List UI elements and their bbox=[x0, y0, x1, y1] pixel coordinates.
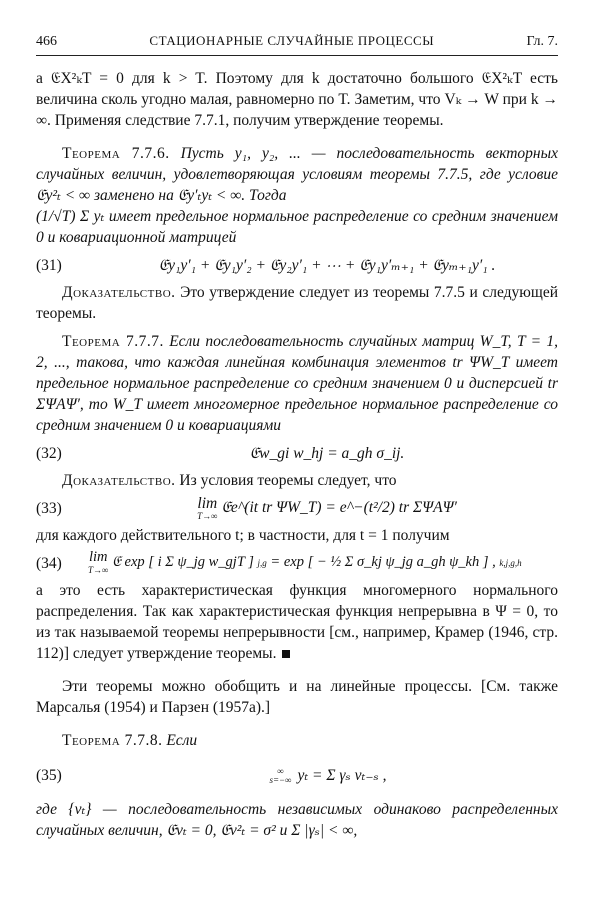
equation-33 bbox=[36, 491, 558, 525]
sum-operator bbox=[269, 767, 291, 785]
running-header bbox=[36, 30, 558, 56]
equation-34 bbox=[36, 546, 558, 580]
theorem-label: Теорема 7.7.7. bbox=[62, 333, 164, 350]
final-paragraph bbox=[36, 799, 558, 841]
theorem-label: Теорема 7.7.8. bbox=[62, 732, 163, 749]
equation-31 bbox=[36, 248, 558, 282]
lim-subscript: T→∞ bbox=[88, 565, 109, 576]
chapter-label: Гл. 7. bbox=[526, 34, 558, 49]
proof-text: Это утверждение следует из теоремы 7.7.5 и следующей теоремы. bbox=[36, 284, 558, 322]
paragraph-text: а это есть характеристическая функция многомерного нормального распределения. Так как характеристическая функция непрерывна в Ψ = 0, то из так называемой теоремы непрерывности [см., например, Крамер (1946, стр. 112)] следует утверждение теоремы. bbox=[36, 582, 558, 662]
theorem-text: Если bbox=[166, 732, 198, 749]
equation-number: (31) bbox=[36, 256, 62, 274]
paragraph-after-33: для каждого действительного t; в частности, для t = 1 получим bbox=[36, 527, 450, 544]
sum-lower-limit: s=−∞ bbox=[269, 774, 292, 785]
equation-number: (35) bbox=[36, 766, 62, 784]
equation-number: (32) bbox=[36, 444, 62, 462]
equation-35 bbox=[36, 751, 558, 799]
equation-number: (34) bbox=[36, 554, 62, 572]
proof-1 bbox=[36, 282, 558, 324]
theorem-text-cont: (1/√T) Σ yₜ имеет предельное нормальное распределение со средним значением 0 и ковариационной матрицей bbox=[36, 208, 558, 246]
theorem-text: Пусть y₁, y₂, ... — последовательность векторных случайных величин, удовлетворяющая условиям теоремы 7.7.5, где условие 𝔈y²ₜ < ∞ заменено на 𝔈y′ₜyₜ < ∞. Тогда bbox=[36, 145, 558, 204]
proof-2 bbox=[36, 470, 558, 491]
equation-body bbox=[96, 765, 558, 786]
theorem-7-7-6-cont bbox=[36, 206, 558, 248]
equation-number: (33) bbox=[36, 499, 62, 517]
lim-word: lim bbox=[197, 494, 218, 512]
qed-square-icon bbox=[282, 650, 290, 658]
limit-operator bbox=[197, 495, 217, 522]
equation-lhs: 𝔈 exp [ i Σ ψ_jg w_gjT ] bbox=[112, 554, 254, 571]
lhs-sum-index: j,g bbox=[257, 558, 267, 569]
equation-expr: yₜ = Σ γₛ vₜ₋ₛ , bbox=[297, 766, 387, 784]
lim-word: lim bbox=[88, 549, 108, 566]
page-number: 466 bbox=[36, 34, 57, 49]
proof-label: Доказательство. bbox=[62, 472, 176, 489]
theorem-7-7-7 bbox=[36, 331, 558, 436]
sum-upper-limit: ∞ bbox=[277, 765, 284, 776]
equation-rhs: = exp [ − ½ Σ σ_kj ψ_jg a_gh ψ_kh ] , bbox=[270, 554, 496, 571]
rhs-sum-index: k,j,g,h bbox=[499, 558, 522, 569]
paragraph-generalize: Эти теоремы можно обобщить и на линейные процессы. [См. также Марсалья (1954) и Парзен (1957а).] bbox=[36, 678, 558, 716]
equation-expr: 𝔈e^(it tr ΨW_T) = e^−(t²/2) tr ΣΨAΨ′ bbox=[221, 498, 457, 516]
equation-body: 𝔈y₁y′₁ + 𝔈y₁y′₂ + 𝔈y₂y′₁ + ⋯ + 𝔈y₁y′ₘ₊₁ + 𝔈yₘ₊₁y′₁ . bbox=[158, 256, 496, 274]
equation-32 bbox=[36, 436, 558, 470]
running-title: СТАЦИОНАРНЫЕ СЛУЧАЙНЫЕ ПРОЦЕССЫ bbox=[149, 33, 435, 48]
intro-paragraph: а 𝔈X²ₖT = 0 для k > T. Поэтому для k достаточно большого 𝔈X²ₖT есть величина сколь угодно малая, равномерно по T. Заметим, что Vₖ → W при k → ∞. Применяя следствие 7.7.1, получим утверждение теоремы. bbox=[36, 70, 558, 129]
theorem-text: Если последовательность случайных матриц W_T, T = 1, 2, ..., такова, что каждая линейная комбинация элементов tr ΨW_T имеет предельное нормальное распределение со средним значением 0 и дисперсией tr ΣΨAΨ′, то W_T имеет многомерное предельное нормальное распределение со средним значением 0 и ковариациями bbox=[36, 333, 558, 434]
equation-body bbox=[80, 550, 558, 576]
theorem-7-7-6 bbox=[36, 143, 558, 206]
proof-label: Доказательство. bbox=[62, 284, 176, 301]
proof-text: Из условия теоремы следует, что bbox=[179, 472, 397, 489]
equation-body bbox=[96, 495, 558, 522]
limit-operator bbox=[88, 550, 108, 576]
theorem-label: Теорема 7.7.6. bbox=[62, 145, 170, 162]
equation-body: 𝔈w_gi w_hj = a_gh σ_ij. bbox=[249, 444, 405, 462]
book-page bbox=[36, 30, 558, 841]
theorem-7-7-8 bbox=[36, 730, 558, 751]
lim-subscript: T→∞ bbox=[197, 510, 218, 521]
final-paragraph-text: где {vₜ} — последовательность независимых одинаково распределенных случайных величин, 𝔈vₜ = 0, 𝔈v²ₜ = σ² и Σ |γₛ| < ∞, bbox=[36, 801, 558, 839]
paragraph-after-34 bbox=[36, 580, 558, 664]
